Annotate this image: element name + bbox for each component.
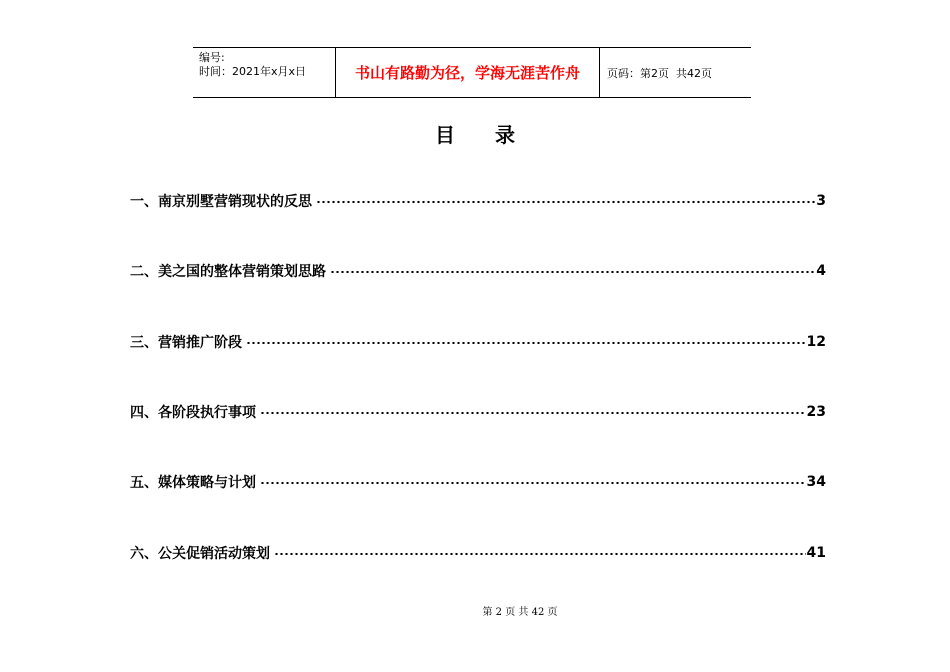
- toc-leader-dots: [260, 412, 806, 414]
- document-time-label: 时间：2021年x月x日: [199, 65, 307, 78]
- page-footer: 第 2 页 共 42 页: [482, 607, 558, 618]
- page-header: [193, 47, 751, 98]
- toc-leader-dots: [260, 482, 806, 484]
- toc-entry-page: 12: [806, 334, 826, 350]
- toc-entry[interactable]: [130, 542, 826, 564]
- toc-entry[interactable]: [130, 190, 826, 212]
- toc-leader-dots: [330, 271, 815, 273]
- toc-entry-label: 五、媒体策略与计划: [130, 475, 256, 491]
- page-info-text: 页码：第2页 共42页: [607, 66, 712, 80]
- toc-entry-page: 41: [806, 545, 826, 561]
- toc-entry[interactable]: [130, 401, 826, 423]
- toc-entry-page: 4: [816, 263, 826, 279]
- toc-entry-page: 23: [806, 404, 826, 420]
- toc-entry[interactable]: [130, 260, 826, 282]
- document-number-label: 编号:: [199, 51, 225, 64]
- toc-title: 目录: [435, 123, 555, 147]
- header-page-info: [600, 48, 751, 97]
- toc-leader-dots: [246, 342, 806, 344]
- toc-entry-page: 3: [816, 193, 826, 209]
- toc-entry-label: 二、美之国的整体营销策划思路: [130, 264, 326, 280]
- header-meta: [193, 48, 336, 97]
- toc-leader-dots: [274, 553, 806, 555]
- toc-entry-label: 六、公关促销活动策划: [130, 546, 270, 562]
- toc-leader-dots: [316, 201, 815, 203]
- header-slogan: 书山有路勤为径，学海无涯苦作舟: [336, 48, 600, 97]
- toc-entry[interactable]: [130, 471, 826, 493]
- toc-entry[interactable]: [130, 331, 826, 353]
- toc-entry-label: 一、南京别墅营销现状的反思: [130, 194, 312, 210]
- toc-entry-page: 34: [806, 474, 826, 490]
- toc-entry-label: 三、营销推广阶段: [130, 335, 242, 351]
- toc-entry-label: 四、各阶段执行事项: [130, 405, 256, 421]
